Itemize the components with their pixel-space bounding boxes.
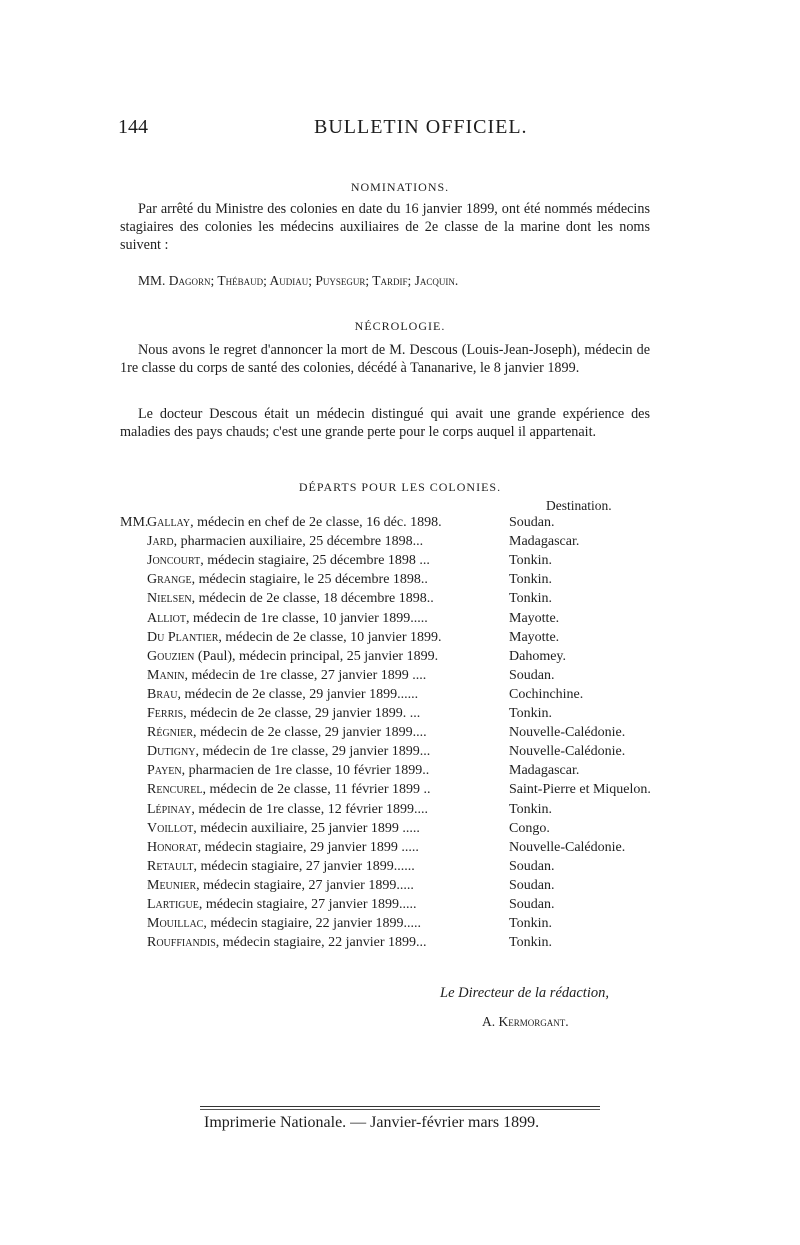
departure-row <box>0 725 800 744</box>
departure-row <box>0 840 800 859</box>
imprint-line: Imprimerie Nationale. — Janvier-février mars 1899. <box>204 1114 540 1131</box>
departure-destination: Dahomey. <box>509 648 567 664</box>
departure-row <box>0 744 800 763</box>
departure-entry <box>147 897 417 913</box>
departure-entry <box>147 611 428 627</box>
departure-entry <box>147 878 414 894</box>
departure-details: , médecin stagiaire, le 25 décembre 1898.. <box>191 572 428 588</box>
departure-details: , médecin en chef de 2e classe, 16 déc. 1898. <box>190 515 442 530</box>
departure-details: , médecin auxiliaire, 25 janvier 1899 ..... <box>193 820 420 836</box>
departure-details: , médecin de 2e classe, 11 février 1899 .. <box>202 782 431 798</box>
departure-entry <box>147 649 438 665</box>
departure-row <box>0 649 800 668</box>
departure-name: Grange <box>147 572 192 588</box>
departure-name: Voillot <box>147 820 194 836</box>
departure-details: , médecin de 2e classe, 18 décembre 1898.. <box>191 591 434 607</box>
departure-details: , médecin stagiaire, 27 janvier 1899..... <box>196 877 414 893</box>
departure-name: Rouffiandis <box>147 935 216 951</box>
departure-destination: Soudan. <box>509 897 555 912</box>
departure-row <box>0 802 800 821</box>
departure-entry <box>147 916 421 932</box>
necrologie-paragraph-1: Nous avons le regret d'annoncer la mort de M. Descous (Louis-Jean-Joseph), médecin de 1re classe du corps de santé des colonies, décédé à Tananarive, le 8 janvier 1899. <box>120 342 650 376</box>
departure-details: (Paul), médecin principal, 25 janvier 1899. <box>194 648 439 664</box>
departure-details: , pharmacien auxiliaire, 25 décembre 1898... <box>173 534 424 550</box>
departure-details: , médecin de 2e classe, 29 janvier 1899.... <box>193 725 427 741</box>
departure-destination: Tonkin. <box>509 572 552 588</box>
departure-destination: Soudan. <box>509 667 555 683</box>
departure-name: Retault <box>147 858 194 874</box>
departure-entry <box>147 553 430 569</box>
departure-details: , médecin stagiaire, 22 janvier 1899... <box>215 935 427 951</box>
departure-name: Alliot <box>147 610 186 626</box>
departure-destination: Soudan. <box>509 515 555 530</box>
departure-entry <box>147 935 427 951</box>
departure-row <box>0 515 800 534</box>
departure-row <box>0 591 800 610</box>
departure-row <box>0 630 800 649</box>
departure-destination: Tonkin. <box>509 591 552 607</box>
departure-details: , médecin stagiaire, 22 janvier 1899..... <box>203 916 422 932</box>
departure-destination: Mayotte. <box>509 629 560 645</box>
page-header <box>118 116 704 140</box>
departure-details: , médecin de 1re classe, 10 janvier 1899..... <box>186 610 428 626</box>
departure-row <box>0 935 800 954</box>
departure-destination: Tonkin. <box>509 801 552 817</box>
departure-row <box>0 859 800 878</box>
departure-destination: Tonkin. <box>509 553 552 569</box>
departure-details: , médecin de 1re classe, 12 février 1899.... <box>191 801 429 817</box>
departure-entry <box>147 802 428 818</box>
departure-name: Dutigny <box>147 744 196 760</box>
necrologie-paragraph-2: Le docteur Descous était un médecin distingué qui avait une grande expérience des maladies des pays chauds; c'est une grande perte pour le corps auquel il appartenait. <box>120 406 650 440</box>
footer-rule <box>200 1106 600 1107</box>
departure-entry <box>147 515 442 531</box>
departure-entry <box>147 534 423 550</box>
running-title: BULLETIN OFFICIEL. <box>314 116 528 138</box>
departure-name: Ferris <box>147 706 184 721</box>
departure-name: Gouzien <box>147 648 195 664</box>
departure-name: Mouillac <box>147 916 204 932</box>
departure-destination: Tonkin. <box>509 706 552 721</box>
departure-name: Jard <box>147 534 174 550</box>
departure-details: , médecin stagiaire, 25 décembre 1898 ... <box>200 553 430 569</box>
section-title-necrologie: NÉCROLOGIE. <box>354 319 446 333</box>
departure-entry <box>147 840 419 856</box>
departure-row <box>0 782 800 801</box>
departure-row <box>0 572 800 591</box>
departure-entry <box>147 782 431 798</box>
departure-name: Brau <box>147 686 178 702</box>
departure-destination: Soudan. <box>509 858 555 874</box>
departure-details: , pharmacien de 1re classe, 10 février 1899.. <box>181 763 430 779</box>
departure-entry <box>147 744 430 760</box>
departure-destination: Madagascar. <box>509 763 580 779</box>
departure-destination: Tonkin. <box>509 916 552 932</box>
departure-destination: Madagascar. <box>509 534 580 550</box>
departure-entry <box>147 668 426 684</box>
departure-name: Manin <box>147 667 185 683</box>
signature-name: A. Kermorgant. <box>482 1014 569 1029</box>
departure-row <box>0 553 800 572</box>
departure-details: , médecin de 1re classe, 29 janvier 1899... <box>195 744 431 760</box>
departure-destination: Nouvelle-Calédonie. <box>509 744 626 760</box>
signature-title: Le Directeur de la rédaction, <box>440 985 609 1001</box>
departure-entry <box>147 859 415 875</box>
departure-details: , médecin stagiaire, 29 janvier 1899 ..... <box>197 839 419 855</box>
departure-destination: Nouvelle-Calédonie. <box>509 725 626 741</box>
departure-entry <box>147 687 418 703</box>
departure-name: Payen <box>147 763 182 779</box>
departure-entry <box>147 630 442 646</box>
destination-column-header: Destination. <box>546 498 612 513</box>
departure-details: , médecin de 2e classe, 29 janvier 1899. ... <box>183 706 421 721</box>
departure-row <box>0 687 800 706</box>
departure-details: , médecin stagiaire, 27 janvier 1899...... <box>193 858 415 874</box>
departure-row <box>0 821 800 840</box>
departure-entry <box>147 725 427 741</box>
departure-name: Du Plantier <box>147 629 219 645</box>
departure-details: , médecin de 1re classe, 27 janvier 1899 .... <box>184 667 427 683</box>
departure-row <box>0 534 800 553</box>
departure-destination: Soudan. <box>509 877 555 893</box>
departure-name: Lartigue <box>147 897 199 912</box>
section-title-departs: DÉPARTS POUR LES COLONIES. <box>298 480 502 494</box>
departure-details: , médecin de 2e classe, 10 janvier 1899. <box>218 629 442 645</box>
section-title-nominations: NOMINATIONS. <box>350 180 450 194</box>
departure-name: Lépinay <box>147 801 192 817</box>
departure-row <box>0 668 800 687</box>
departure-name: Gallay <box>147 515 191 530</box>
departure-entry <box>147 821 420 837</box>
departure-name: Nielsen <box>147 591 192 607</box>
departure-row <box>0 878 800 897</box>
departure-row <box>0 763 800 782</box>
departure-entry <box>147 706 420 722</box>
departure-details: , médecin stagiaire, 27 janvier 1899..... <box>198 897 417 912</box>
departure-destination: Nouvelle-Calédonie. <box>509 839 626 855</box>
departure-entry <box>147 591 434 607</box>
departure-name: Meunier <box>147 877 197 893</box>
nominations-paragraph: Par arrêté du Ministre des colonies en date du 16 janvier 1899, ont été nommés médecins stagiaires des colonies les médecins auxiliaires de 2e classe de la marine dont les noms suivent : <box>120 201 650 253</box>
departure-entry <box>147 572 428 588</box>
departure-row <box>0 916 800 935</box>
departure-row <box>0 897 800 916</box>
departure-row <box>0 611 800 630</box>
page-number: 144 <box>118 116 148 138</box>
departure-name: Rencurel <box>147 782 203 798</box>
departure-name: Honorat <box>147 839 198 855</box>
departure-destination: Cochinchine. <box>509 686 584 702</box>
departure-destination: Mayotte. <box>509 610 560 626</box>
departure-row <box>0 706 800 725</box>
footer-rule-thin <box>200 1109 600 1110</box>
departure-name: Joncourt <box>147 553 201 569</box>
departure-destination: Congo. <box>509 820 550 836</box>
departure-destination: Tonkin. <box>509 935 552 951</box>
departure-destination: Saint-Pierre et Miquelon. <box>509 782 651 798</box>
nominations-names: MM. Dagorn; Thébaud; Audiau; Puysegur; Tardif; Jacquin. <box>138 273 459 288</box>
departures-prefix: MM. <box>120 515 149 530</box>
departure-entry <box>147 763 429 779</box>
departure-details: , médecin de 2e classe, 29 janvier 1899...... <box>177 686 419 702</box>
departure-name: Régnier <box>147 725 193 741</box>
